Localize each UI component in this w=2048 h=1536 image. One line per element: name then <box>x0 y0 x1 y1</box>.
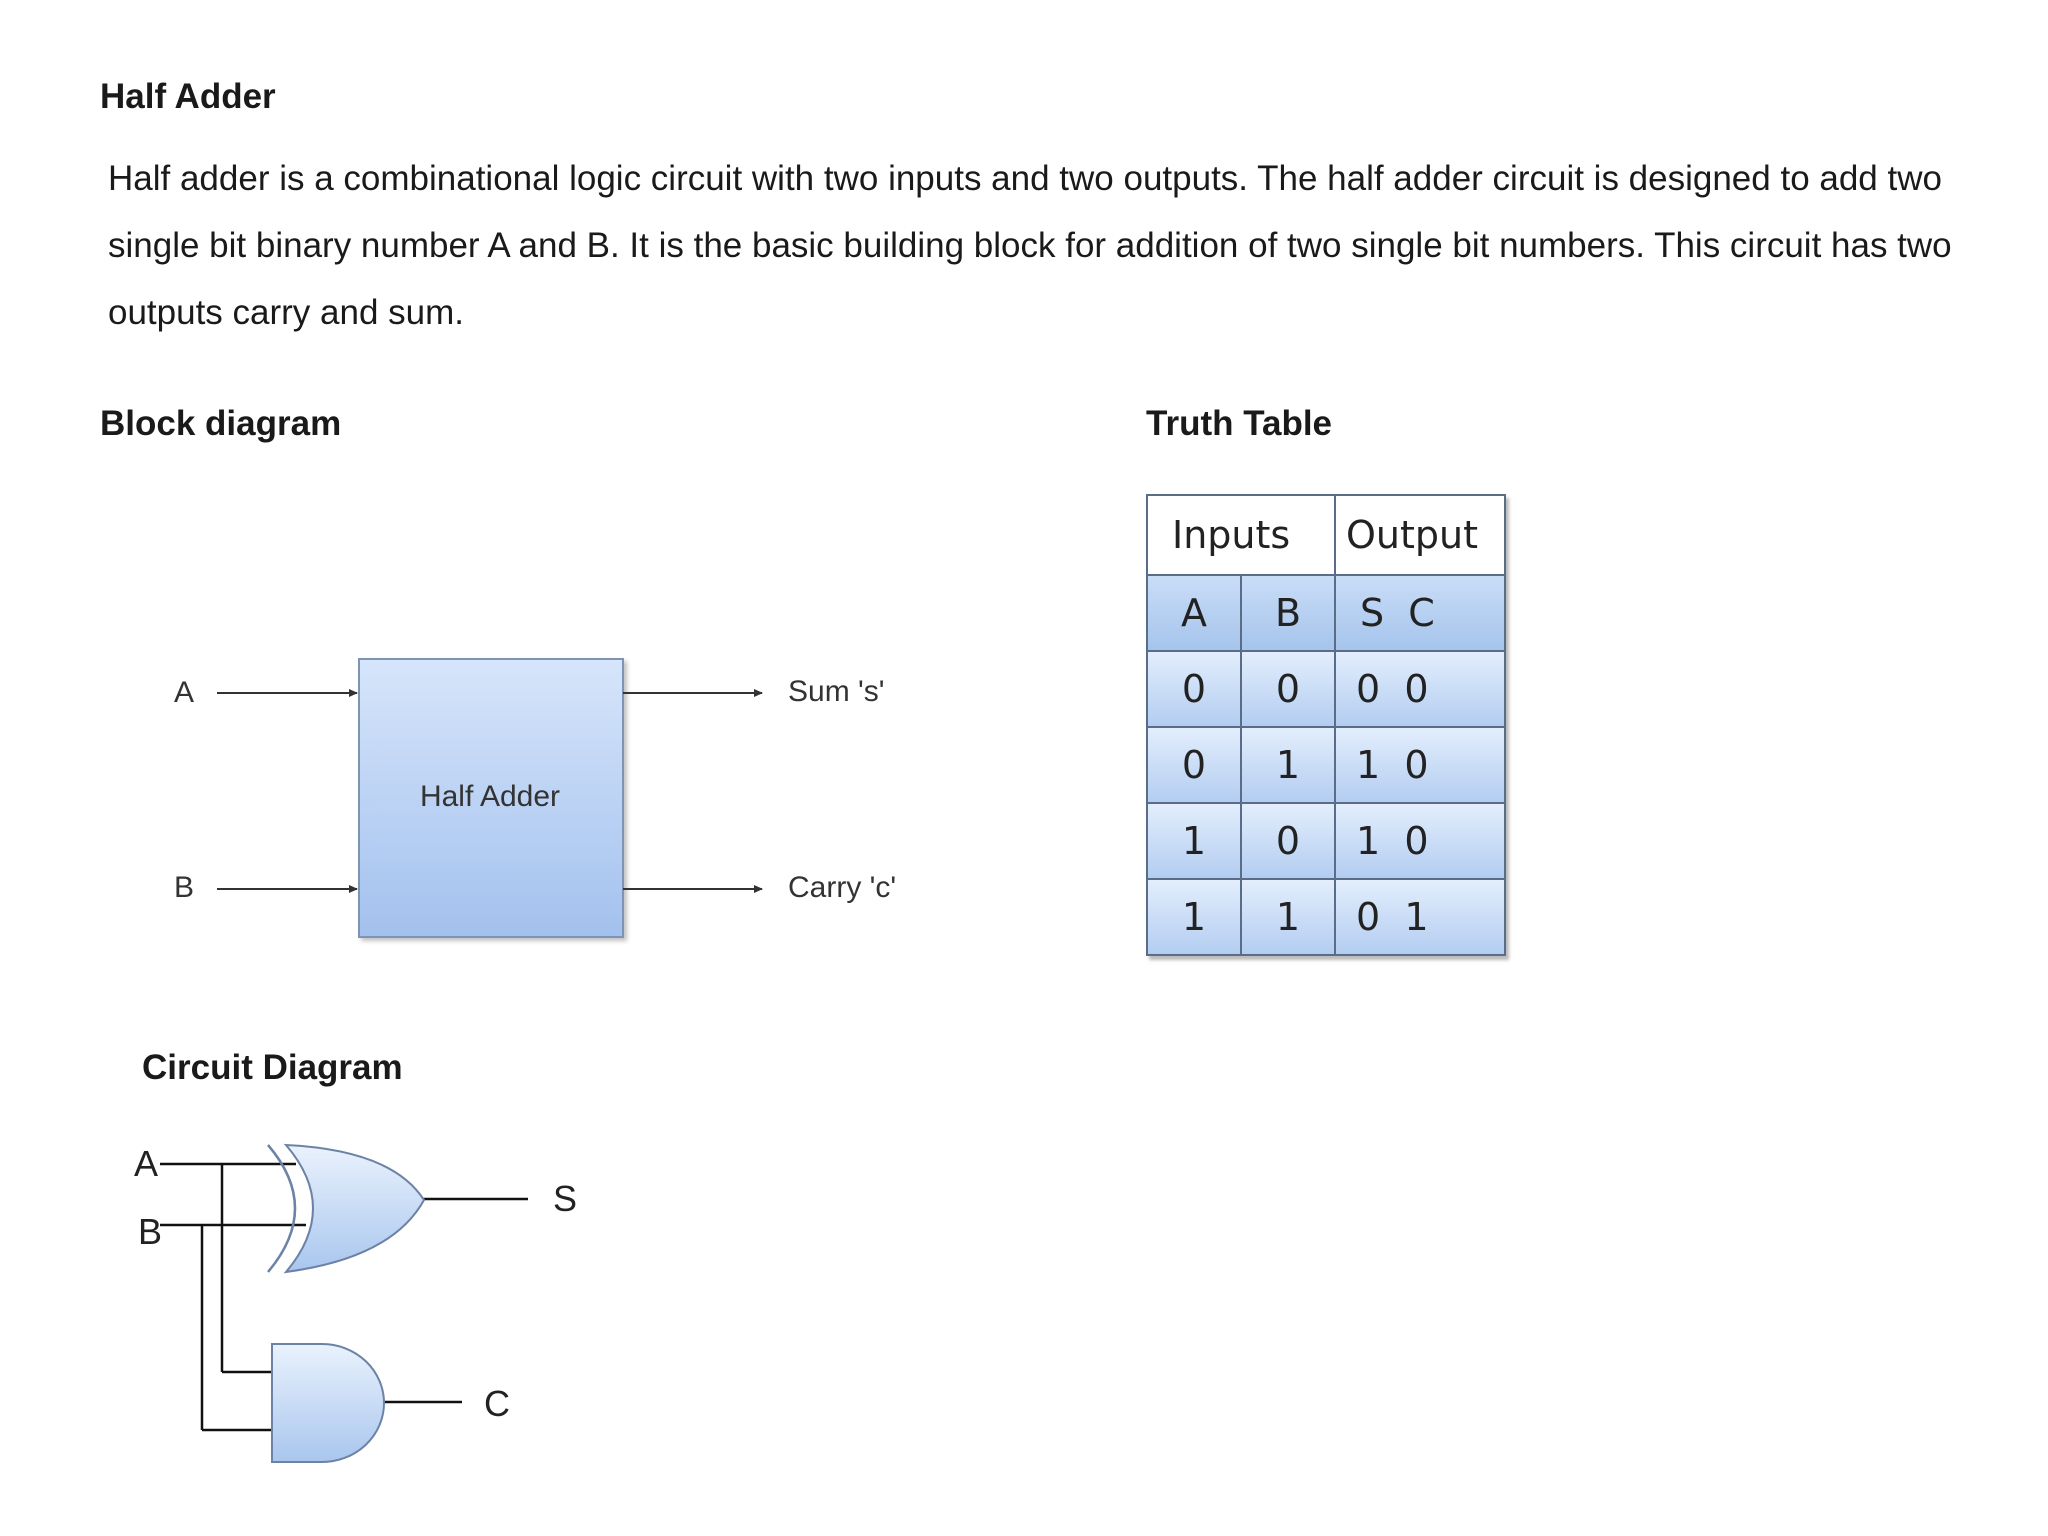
cell-b: 1 <box>1241 879 1335 955</box>
truth-table-heading: Truth Table <box>1146 404 1333 443</box>
cell-a: 0 <box>1147 727 1241 803</box>
cell-a: 0 <box>1147 651 1241 727</box>
col-b-header: B <box>1241 575 1335 651</box>
truth-table <box>1146 494 1506 956</box>
circuit-output-c-label: C <box>484 1383 510 1424</box>
cell-a: 1 <box>1147 879 1241 955</box>
circuit-diagram <box>134 1143 577 1462</box>
cell-a: 1 <box>1147 803 1241 879</box>
circuit-input-a-label: A <box>134 1143 159 1184</box>
table-row <box>1147 651 1505 727</box>
sum-output-label: Sum 's' <box>788 675 885 708</box>
circuit-diagram-heading: Circuit Diagram <box>142 1048 403 1087</box>
block-diagram <box>174 659 896 937</box>
cell-sc: 0 0 <box>1335 651 1505 727</box>
block-input-b-label: B <box>174 871 195 904</box>
cell-b: 0 <box>1241 803 1335 879</box>
cell-sc: 1 0 <box>1335 727 1505 803</box>
and-gate <box>272 1344 384 1462</box>
circuit-input-b-label: B <box>138 1211 163 1252</box>
col-sc-header: S C <box>1335 575 1505 651</box>
cell-sc: 0 1 <box>1335 879 1505 955</box>
output-header: Output <box>1335 495 1505 575</box>
block-diagram-heading: Block diagram <box>100 404 342 443</box>
table-row <box>1147 803 1505 879</box>
page-title: Half Adder <box>100 77 276 116</box>
col-a-header: A <box>1147 575 1241 651</box>
paragraph-line: Half adder is a combinational logic circuit with two inputs and two outputs. The half adder circuit is designed to add two <box>108 159 1942 198</box>
table-row <box>1147 727 1505 803</box>
carry-output-label: Carry 'c' <box>788 871 897 904</box>
block-input-a-label: A <box>174 676 195 709</box>
table-row <box>1147 879 1505 955</box>
cell-b: 1 <box>1241 727 1335 803</box>
half-adder-block-label: Half Adder <box>419 780 561 813</box>
inputs-header: Inputs <box>1147 495 1335 575</box>
cell-b: 0 <box>1241 651 1335 727</box>
paragraph-line: single bit binary number A and B. It is the basic building block for addition of two single bit numbers. This circuit has two <box>108 226 1952 265</box>
paragraph-line: outputs carry and sum. <box>108 293 464 332</box>
circuit-output-s-label: S <box>553 1178 578 1219</box>
cell-sc: 1 0 <box>1335 803 1505 879</box>
